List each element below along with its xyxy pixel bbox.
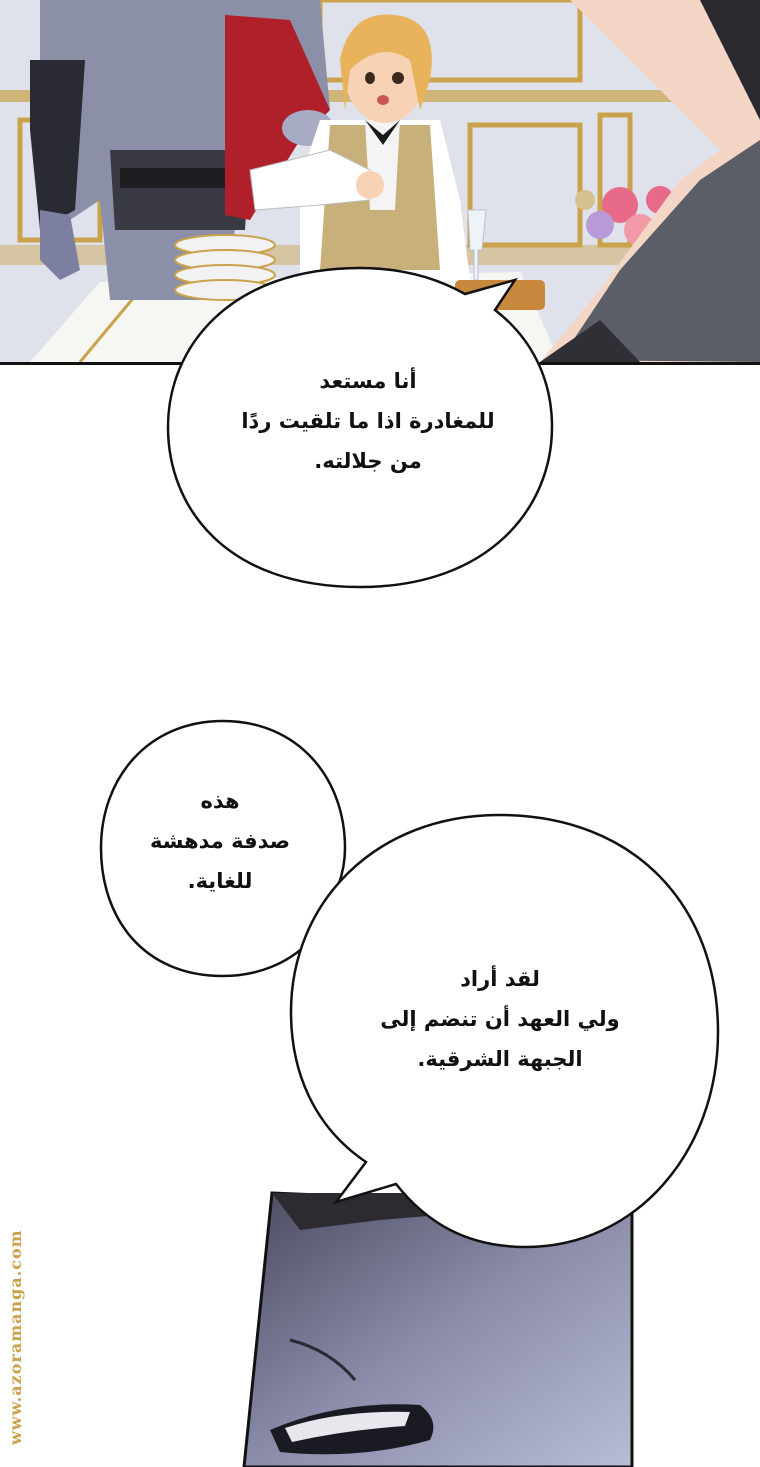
bubble-2-line-2: صدفة مدهشة [149, 828, 291, 853]
bubble-3-line-3: الجبهة الشرقية. [417, 1046, 583, 1071]
site-watermark: www.azoramanga.com [6, 1229, 25, 1446]
bubble-1-line-1: أنا مستعد [319, 369, 417, 393]
bubble-3-text [350, 960, 650, 1080]
bubble-1-text [218, 362, 518, 482]
bubble-2-line-1: هذه [200, 789, 240, 813]
bubble-3-line-2: ولي العهد أن تنضم إلى [380, 1006, 620, 1031]
bubble-2-line-3: للغاية. [187, 868, 253, 893]
bubble-1-line-3: من جلالته. [314, 448, 422, 473]
bubble-3-line-1: لقد أراد [460, 967, 540, 991]
bubble-1-line-2: للمغادرة اذا ما تلقيت ردًا [241, 408, 495, 433]
